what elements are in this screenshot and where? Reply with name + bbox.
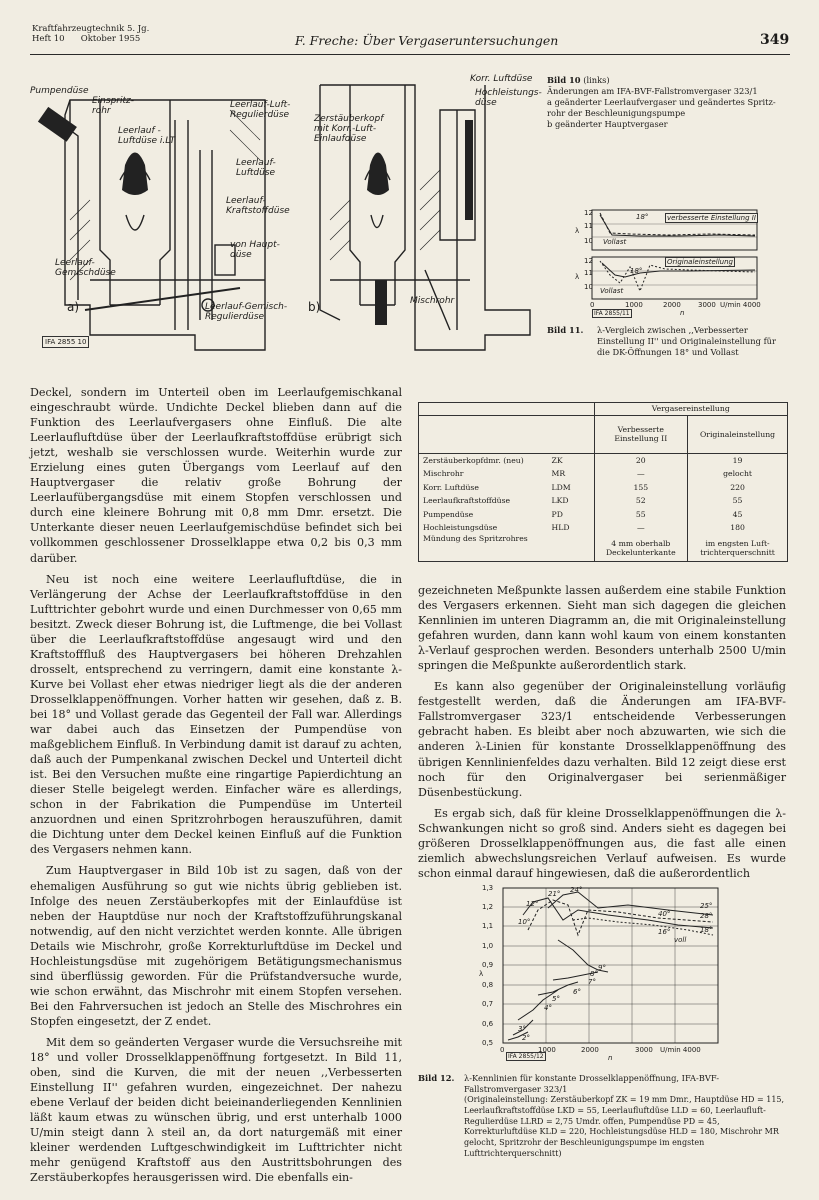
- fig12-curve-label: 25°: [700, 902, 713, 910]
- fig12-curve-label: 8°: [590, 970, 598, 978]
- fig11-lower-original: Originaleinstellung: [667, 258, 733, 266]
- table-cell-improved: 52: [594, 494, 688, 507]
- fig11-upper-y-12: 12: [584, 209, 593, 217]
- figure-12-caption-text: λ-Kennlinien für konstante Drosselklappenöffnung, IFA-BVF-Fallstromvergaser 323/1: [464, 1073, 720, 1094]
- fig11-id: IFA 2855/11: [594, 310, 630, 317]
- fig12-y-tick: 0,9: [482, 961, 494, 969]
- journal-info: [32, 24, 149, 44]
- label-mischrohr: Mischrohr: [410, 296, 455, 306]
- label-leerlauf-luftduese-lt: Leerlauf - Luftdüse i.LT: [118, 126, 176, 146]
- figure-10-caption: [547, 75, 787, 130]
- table-row-abbr: HLD: [551, 522, 570, 532]
- fig11-upper-y-11: 11: [584, 222, 593, 230]
- running-title: F. Freche: Über Vergaseruntersuchungen: [295, 33, 559, 48]
- figure-12-chart: [478, 880, 728, 1065]
- right-paragraph-3: Es ergab sich, daß für kleine Drosselklappenöffnungen die λ-Schwankungen nicht so groß sind. Anders sieht es dagegen bei größeren Drosselklappenöffnungen aus, die fast alle einen ziemlich abwechslungsreichen Verlauf aufweisen. Es wurde schon einmal darauf hingewiesen, daß die außerordentlich: [418, 806, 786, 880]
- figure-11-caption-text: λ-Vergleich zwischen ,,Verbesserter Einstellung II'' und Originaleinstellung für die DK-Öffnungen 18° und Vollast: [597, 325, 776, 357]
- label-hochleistungsduese: Hochleistungs- düse: [475, 88, 542, 108]
- fig12-curve-label: 24°: [570, 886, 583, 894]
- fig11-upper-vollast: Vollast: [603, 238, 627, 246]
- right-paragraph-2: Es kann also gegenüber der Originaleinstellung vorläufig festgestellt werden, daß die Änderungen am IFA-BVF-Fallstromvergaser 323/1 entscheidende Verbesserungen gebracht haben. Es bleibt aber noch abzuwarten, wie sich die anderen λ-Linien für konstante Drosselklappenöffnung des übrigen Kennlinienfeldes dazu verhalten. Bild 12 zeigt diese erst noch für den Originalvergaser bei serienmäßiger Düsenbestückung.: [418, 680, 786, 799]
- fig12-x-tick: 1000: [538, 1046, 556, 1054]
- table-cell-improved: —: [594, 521, 688, 534]
- fig11-x-0: 0: [590, 301, 595, 309]
- figure-10-drawing: [30, 70, 540, 360]
- figure-11-caption: [547, 325, 787, 358]
- table-row: [419, 467, 787, 480]
- table-row-name: Mischrohr: [423, 469, 464, 479]
- table-cell-original: 180: [688, 521, 787, 534]
- label-korr-luftduese: Korr. Luftdüse: [470, 74, 533, 84]
- table-col-original: Originaleinstellung: [688, 415, 787, 453]
- figure-10-caption-b: b geänderter Hauptvergaser: [547, 119, 668, 129]
- right-paragraph-1: gezeichneten Meßpunkte lassen außerdem eine stabile Funktion des Vergasers erkennen. Sieht man sich dagegen die gleichen Kennlinien im unteren Diagramm an, die mit Originaleinstellung gefahren wurden, dann kann wohl kaum von einem konstanten λ-Verlauf gesprochen werden. Besonders unterhalb 2500 U/min springen die Meßpunkte außerordentlich stark.: [418, 584, 786, 673]
- fig12-y-tick: 0,8: [482, 981, 494, 989]
- fig11-lower-y-10: 10: [584, 283, 593, 291]
- label-leerlauf-luft-regulierduese: Leerlauf-Luft- Regulierdüse: [230, 100, 291, 120]
- table-cell-original: 19: [688, 453, 787, 467]
- figure-12-caption-title: Bild 12.: [418, 1073, 455, 1083]
- label-von-hauptduese: von Haupt- düse: [230, 240, 280, 260]
- figure-11-chart: [570, 205, 770, 320]
- fig11-x-4000: U/min 4000: [720, 301, 761, 309]
- left-paragraph-2: Neu ist noch eine weitere Leerlaufluftdüse, die in Verlängerung der Achse der Leerlaufkraftstoffdüse in den Lufttrichter gebohrt wurde und einen Durchmesser von 0,65 mm besitzt. Zweck dieser Bohrung ist, die Luftmenge, die bei Vollast über die Leerlaufkraftstoffdüse angesaugt wird und den Kraftstofffluß des Hauptvergasers bei höheren Drehzahlen drosselt, entsprechend zu verringern, damit eine konstante λ-Kurve bei Vollast eher etwas niedriger liegt als die der anderen Drosselklappenöffnungen. Vorher hatten wir gesehen, daß z. B. bei 18° und Vollast gerade das Gegenteil der Fall war. Allerdings war dabei auch das Einsetzen der Pumpendüse von maßgeblichem Einfluß. In Verbindung damit ist darauf zu achten, daß auch der Pumpenkanal zwischen Deckel und Unterteil dicht ist. Bei den Versuchen mußte eine ringartige Papierdichtung an dieser Stelle beigelegt werden. Einfacher wäre es allerdings, schon in der Fabrikation die Pumpendüse im Unterteil anzuordnen und einen Spritzrohrbogen herauszuführen, damit die Dichtung unter dem Deckel keinen Einfluß auf die Funktion des Vergasers nehmen kann.: [30, 572, 402, 857]
- table-row-name: Pumpendüse: [423, 509, 474, 519]
- fig12-curve-label: 5°: [552, 995, 560, 1003]
- fig12-x-tick: 0: [500, 1046, 505, 1054]
- figure-12-caption-detail: (Originaleinstellung: Zerstäuberkopf ZK = 19 mm Dmr., Hauptdüse HD = 115, Leerlaufkraftstoffdüse LKD = 55, Leerlaufluftdüse LLD = 60, Leerlaufluft-Regulierdüse LLRD = 2,75 Umdr. offen, Pumpendüse PD = 45, Korrekturluftdüse KLD = 220, Hochleistungsdüse HLD = 180, Mischrohr MR gelocht, Spritzrohr der Beschleunigungspumpe im engsten Lufttrichterquerschnitt): [464, 1095, 785, 1158]
- table-cell-original: im engsten Luft- trichterquerschnitt: [688, 534, 787, 561]
- fig11-lower-vollast: Vollast: [600, 287, 624, 295]
- fig12-y-symbol: λ: [479, 970, 484, 978]
- label-pumpenduese: Pumpendüse: [30, 86, 89, 96]
- fig12-curve-label: 40°: [658, 910, 671, 918]
- fig12-curve-label: 18°: [700, 926, 713, 934]
- table-row: [419, 481, 787, 494]
- table-cell-original: 45: [688, 507, 787, 520]
- table-row-name: Korr. Luftdüse: [423, 482, 479, 492]
- journal-line-1: Kraftfahrzeugtechnik 5. Jg.: [32, 24, 150, 34]
- fig12-curve-label: 3°: [518, 1025, 526, 1033]
- label-einspritzrohr: Einspritz- rohr: [92, 96, 134, 116]
- fig11-lower-y-11: 11: [584, 269, 593, 277]
- fig11-x-3000: 3000: [698, 301, 716, 309]
- fig12-y-tick: 1,0: [482, 942, 494, 950]
- table-row-name: Hochleistungsdüse: [423, 522, 498, 532]
- figure-12-svg: [478, 880, 728, 1065]
- table-row-abbr: MR: [551, 469, 566, 479]
- table-cell-improved: 20: [594, 453, 688, 467]
- fig12-curve-label: 16°: [658, 928, 671, 936]
- table-cell-improved: 155: [594, 481, 688, 494]
- table-row: [419, 521, 787, 534]
- fig12-y-tick: 0,6: [482, 1020, 494, 1028]
- table-row: [419, 494, 787, 507]
- fig12-x-tick: U/min 4000: [660, 1046, 701, 1054]
- table-row: [419, 453, 787, 467]
- table-row-abbr: LKD: [551, 496, 569, 506]
- right-column: [418, 583, 786, 887]
- left-paragraph-3: Zum Hauptvergaser in Bild 10b ist zu sagen, daß von der ehemaligen Ausführung so gut wie nichts übrig geblieben ist. Infolge des neuen Zerstäuberkopfes mit der Einlaufdüse ist neben der Hauptdüse nur noch der Kraftstoffzuführungskanal notwendig, auf den nicht verzichtet werden konnte. Alle übrigen Details wie Mischrohr, große Korrekturluftdüse im Deckel und Hochleistungsdüse mit zugehörigem Betätigungsmechanismus sind überflüssig geworden. Für die Prüfstandversuche wurde, wie schon erwähnt, das Mischrohr mit einem Stopfen versehen. Bei den Fahrversuchen ist jedoch an Stelle des Mischrohres ein Stopfen eingesetzt, der Z endet.: [30, 864, 402, 1028]
- header-rule: [30, 54, 790, 55]
- table-cell-original: gelocht: [688, 467, 787, 480]
- fig12-y-tick: 0,5: [482, 1039, 494, 1047]
- left-paragraph-4: Mit dem so geänderten Vergaser wurde die Versuchsreihe mit 18° und voller Drosselklappenöffnung fortgesetzt. In Bild 11, oben, sind die Kurven, die mit der neuen ,,Verbesserten Einstellung II'' gefahren wurden, eingezeichnet. Der nahezu ebene Verlauf der beiden dicht beieinanderliegenden Kennlinien läßt kaum etwas zu wünschen übrig, und erst unterhalb 1000 U/min steigt dann λ steil an, da dort naturgemäß mit einer kleiner werdenden Luftgeschwindigkeit im Lufttrichter nicht mehr genügend Kraftstoff aus den Austrittsbohrungen des Zerstäuberkopfes herausgerissen wird. Die ebenfalls ein-: [30, 1035, 402, 1185]
- label-leerlauf-kraftstoffduese: Leerlauf- Kraftstoffdüse: [226, 196, 290, 216]
- fig12-id: IFA 2855/12: [508, 1053, 544, 1060]
- fig12-curve-label: 21°: [548, 890, 561, 898]
- fig12-y-tick: 1,1: [482, 922, 494, 930]
- table-row-name: Leerlaufkraftstoffdüse: [423, 496, 511, 506]
- table-cell-improved: 55: [594, 507, 688, 520]
- fig12-curve-label: 4°: [544, 1004, 552, 1012]
- table-row-abbr: ZK: [551, 455, 563, 465]
- fig11-x-symbol: n: [680, 309, 685, 317]
- fig11-x-2000: 2000: [663, 301, 681, 309]
- fig11-upper-improved: verbesserte Einstellung II: [667, 214, 756, 222]
- fig11-lower-y-12: 12: [584, 257, 593, 265]
- label-zerstaeuberkopf: Zerstäuberkopf mit Korr.-Luft- Einlaufdüse: [314, 114, 384, 144]
- fig12-curve-label: 7°: [588, 978, 596, 986]
- table-row-abbr: LDM: [551, 482, 571, 492]
- left-paragraph-1: Deckel, sondern im Unterteil oben im Leerlaufgemischkanal eingeschraubt würde. Undichte Deckel blieben dann auf die Funktion des Leerlaufvergasers ohne Einfluß. Die alte Leerlaufluftdüse über der Leerlaufkraftstoffdüse erübrigt sich jetzt, weshalb sie verschlossen wurde. Weiterhin wurde zur Erzielung eines guten Übergangs vom Leerlauf auf den Hauptvergaser die relativ große Bohrung der Leerlaufübergangsdüse mit einem Stopfen verschlossen und durch eine kleinere Bohrung mit 0,8 mm Dmr. ersetzt. Die Unterkante dieser neuen Leerlaufgemischdüse befindet sich bei vollkommen geschlossener Drosselklappe etwa 0,2 bis 0,3 mm darüber.: [30, 386, 402, 565]
- table-col-improved: Verbesserte Einstellung II: [594, 415, 688, 453]
- fig11-upper-18: 18°: [636, 213, 649, 221]
- label-leerlauf-gemischduese: Leerlauf- Gemischdüse: [55, 258, 116, 278]
- table-row-name: Zerstäuberkopfdmr. (neu): [423, 455, 524, 465]
- fig12-y-tick: 0,7: [482, 1000, 494, 1008]
- settings-table: [419, 403, 787, 561]
- left-column: [30, 385, 402, 1191]
- fig12-curve-label: 28°: [700, 912, 713, 920]
- fig12-curve-label: 12°: [526, 900, 539, 908]
- table-row: [419, 534, 787, 561]
- label-a: a): [67, 300, 80, 314]
- figure-10-caption-suffix: (links): [583, 75, 610, 85]
- table-row-name: Mündung des Spritzrohres: [423, 534, 528, 544]
- fig12-curve-label: 2°: [522, 1034, 530, 1042]
- fig12-curve-label: 9°: [598, 964, 606, 972]
- table-cell-improved: 4 mm oberhalb Deckelunterkante: [594, 534, 688, 561]
- table-cell-original: 220: [688, 481, 787, 494]
- fig12-x-symbol: n: [608, 1054, 613, 1062]
- fig12-curve-label: 6°: [573, 988, 581, 996]
- fig12-x-tick: 3000: [635, 1046, 653, 1054]
- figure-10-id: IFA 2855 10: [42, 336, 89, 348]
- figure-12-caption: [418, 1073, 786, 1160]
- label-leerlauf-gemisch-regulierduese: Leerlauf-Gemisch- Regulierdüse: [205, 302, 288, 322]
- table-title: Vergasereinstellung: [594, 403, 787, 415]
- fig12-curve-label: 10°: [518, 918, 531, 926]
- label-leerlauf-luftduese: Leerlauf- Luftdüse: [236, 158, 276, 178]
- figure-10-caption-line1: Änderungen am IFA-BVF-Fallstromvergaser 323/1: [547, 86, 758, 96]
- settings-table-box: [418, 402, 788, 562]
- journal-line-2: Heft 10 Oktober 1955: [32, 34, 141, 44]
- fig12-x-tick: 2000: [581, 1046, 599, 1054]
- figure-11-caption-title: Bild 11.: [547, 325, 584, 335]
- fig11-upper-y-10: 10: [584, 237, 593, 245]
- page-number: 349: [760, 32, 790, 48]
- fig12-y-tick: 1,2: [482, 903, 494, 911]
- fig11-lower-18: 18°: [630, 267, 643, 275]
- fig11-upper-y-symbol: λ: [575, 227, 580, 235]
- table-cell-original: 55: [688, 494, 787, 507]
- table-cell-improved: —: [594, 467, 688, 480]
- table-row-abbr: PD: [551, 509, 563, 519]
- label-b: b): [308, 300, 321, 314]
- figure-10-caption-title: Bild 10: [547, 75, 581, 85]
- fig11-x-1000: 1000: [625, 301, 643, 309]
- fig12-y-tick: 1,3: [482, 884, 494, 892]
- fig12-curve-label: voll: [674, 936, 687, 944]
- table-row: [419, 507, 787, 520]
- fig11-lower-y-symbol: λ: [575, 273, 580, 281]
- figure-10-caption-a: a geänderter Leerlaufvergaser und geändertes Spritz-rohr der Beschleunigungspumpe: [547, 97, 776, 118]
